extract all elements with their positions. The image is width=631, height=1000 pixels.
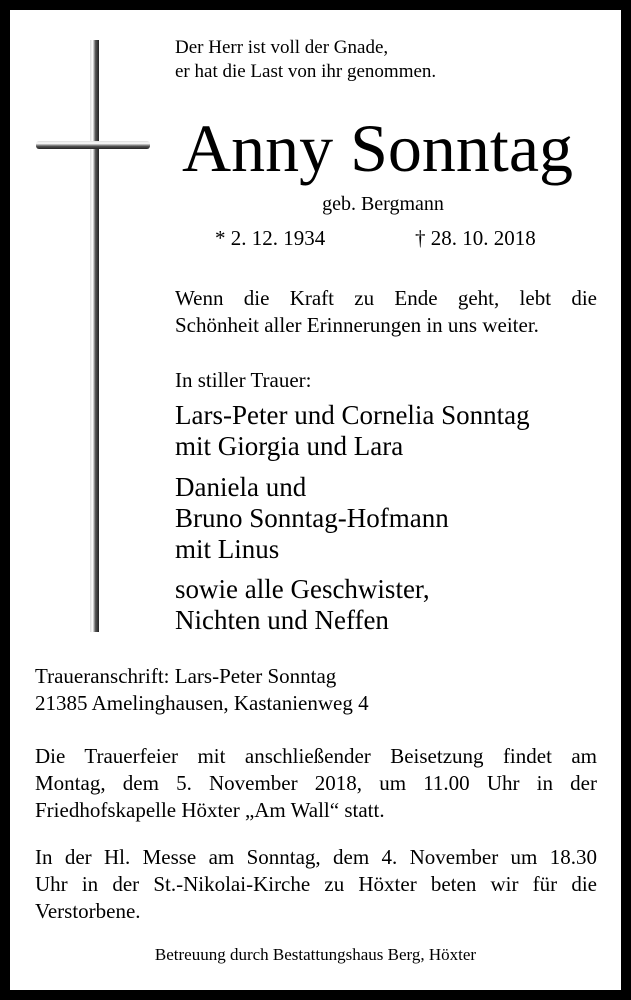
birth-date: * 2. 12. 1934 (215, 226, 326, 250)
verse (175, 285, 597, 339)
mass-line: Uhr in der St.-Nikolai-Kirche zu Höxter beten wir für die (35, 872, 597, 896)
quote (175, 36, 436, 84)
maiden-name: geb. Bergmann (322, 193, 444, 215)
mass-line: In der Hl. Messe am Sonntag, dem 4. November um 18.30 (35, 845, 597, 869)
mourning-address (35, 663, 369, 717)
death-date: † 28. 10. 2018 (415, 226, 536, 250)
mourners-group (175, 574, 430, 636)
mass-line: Verstorbene. (35, 899, 141, 923)
mourner-line: mit Giorgia und Lara (175, 431, 404, 461)
obituary-notice (10, 10, 621, 990)
mourners-group (175, 472, 449, 565)
mass-info (35, 844, 597, 925)
mourners-group (175, 400, 530, 462)
mourner-line: Nichten und Neffen (175, 605, 389, 635)
address-line: 21385 Amelinghausen, Kastanienweg 4 (35, 691, 369, 715)
ceremony-line: Montag, dem 5. November 2018, um 11.00 Uhr in der (35, 771, 597, 795)
cross-horizontal-bar (36, 141, 150, 149)
verse-line: Schönheit aller Erinnerungen in uns weiter. (175, 313, 539, 337)
quote-line: Der Herr ist voll der Gnade, (175, 37, 389, 58)
mourner-line: Bruno Sonntag-Hofmann (175, 503, 449, 533)
mourner-line: mit Linus (175, 534, 280, 564)
address-line: Traueranschrift: Lars-Peter Sonntag (35, 664, 337, 688)
deceased-name: Anny Sonntag (182, 110, 573, 186)
mourner-line: sowie alle Geschwister, (175, 574, 430, 604)
quote-line: er hat die Last von ihr genommen. (175, 61, 437, 82)
verse-line: Wenn die Kraft zu Ende geht, lebt die (175, 286, 597, 310)
ceremony-info (35, 743, 597, 824)
ceremony-line: Friedhofskapelle Höxter „Am Wall“ statt. (35, 798, 385, 822)
mourning-intro: In stiller Trauer: (175, 368, 312, 392)
cross-vertical-bar (90, 40, 99, 632)
mourner-line: Lars-Peter und Cornelia Sonntag (175, 400, 530, 430)
ceremony-line: Die Trauerfeier mit anschließender Beisetzung findet am (35, 744, 597, 768)
mourner-line: Daniela und (175, 472, 307, 502)
funeral-home-credit: Betreuung durch Bestattungshaus Berg, Höxter (154, 945, 477, 964)
